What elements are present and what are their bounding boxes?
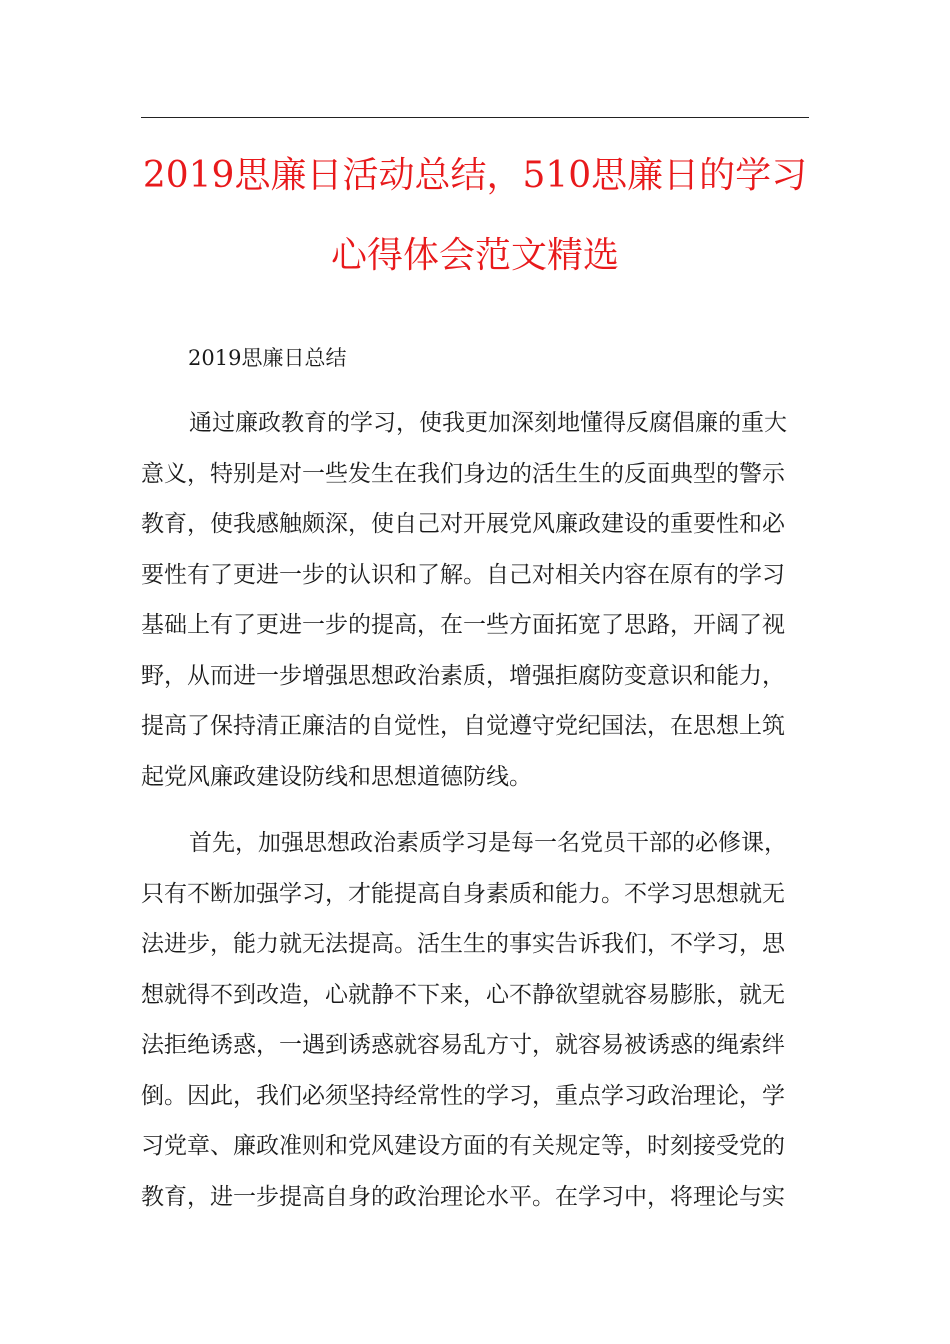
title-line: 2019思廉日活动总结，510思廉日的学习 [142,155,808,196]
paragraph-line: 野，从而进一步增强思想政治素质，增强拒腐防变意识和能力， [141,662,785,689]
paragraph-line: 法拒绝诱惑，一遇到诱惑就容易乱方寸，就容易被诱惑的绳索绊 [141,1032,785,1058]
paragraph-line: 教育，进一步提高自身的政治理论水平。在学习中，将理论与实 [141,1183,785,1210]
paragraph-line: 法进步，能力就无法提高。活生生的事实告诉我们，不学习，思 [141,931,785,957]
title-line: 心得体会范文精选 [330,235,619,276]
paragraph-2 [141,818,809,1222]
paragraph-1 [141,398,809,802]
paragraph-line: 只有不断加强学习，才能提高自身素质和能力。不学习思想就无 [141,880,785,907]
paragraph-line: 习党章、廉政准则和党风建设方面的有关规定等，时刻接受党的 [141,1133,785,1159]
paragraph-line: 教育，使我感触颇深，使自己对开展党风廉政建设的重要性和必 [141,511,785,537]
paragraph-line: 要性有了更进一步的认识和了解。自己对相关内容在原有的学习 [141,561,785,588]
paragraph-line: 提高了保持清正廉洁的自觉性，自觉遵守党纪国法，在思想上筑 [141,713,785,739]
header-rule [141,117,809,118]
document-title [141,136,809,296]
paragraph-line: 起党风廉政建设防线和思想道德防线。 [141,763,532,790]
paragraph-line: 首先，加强思想政治素质学习是每一名党员干部的必修课， [189,830,787,856]
paragraph-line: 通过廉政教育的学习，使我更加深刻地懂得反腐倡廉的重大 [189,410,787,436]
section-heading: 2019思廉日总结 [188,346,347,370]
paragraph-line: 意义，特别是对一些发生在我们身边的活生生的反面典型的警示 [141,460,785,487]
paragraph-line: 倒。因此，我们必须坚持经常性的学习，重点学习政治理论，学 [141,1082,785,1109]
paragraph-line: 想就得不到改造，心就静不下来，心不静欲望就容易膨胀，就无 [141,981,785,1008]
paragraph-line: 基础上有了更进一步的提高，在一些方面拓宽了思路，开阔了视 [141,612,785,638]
